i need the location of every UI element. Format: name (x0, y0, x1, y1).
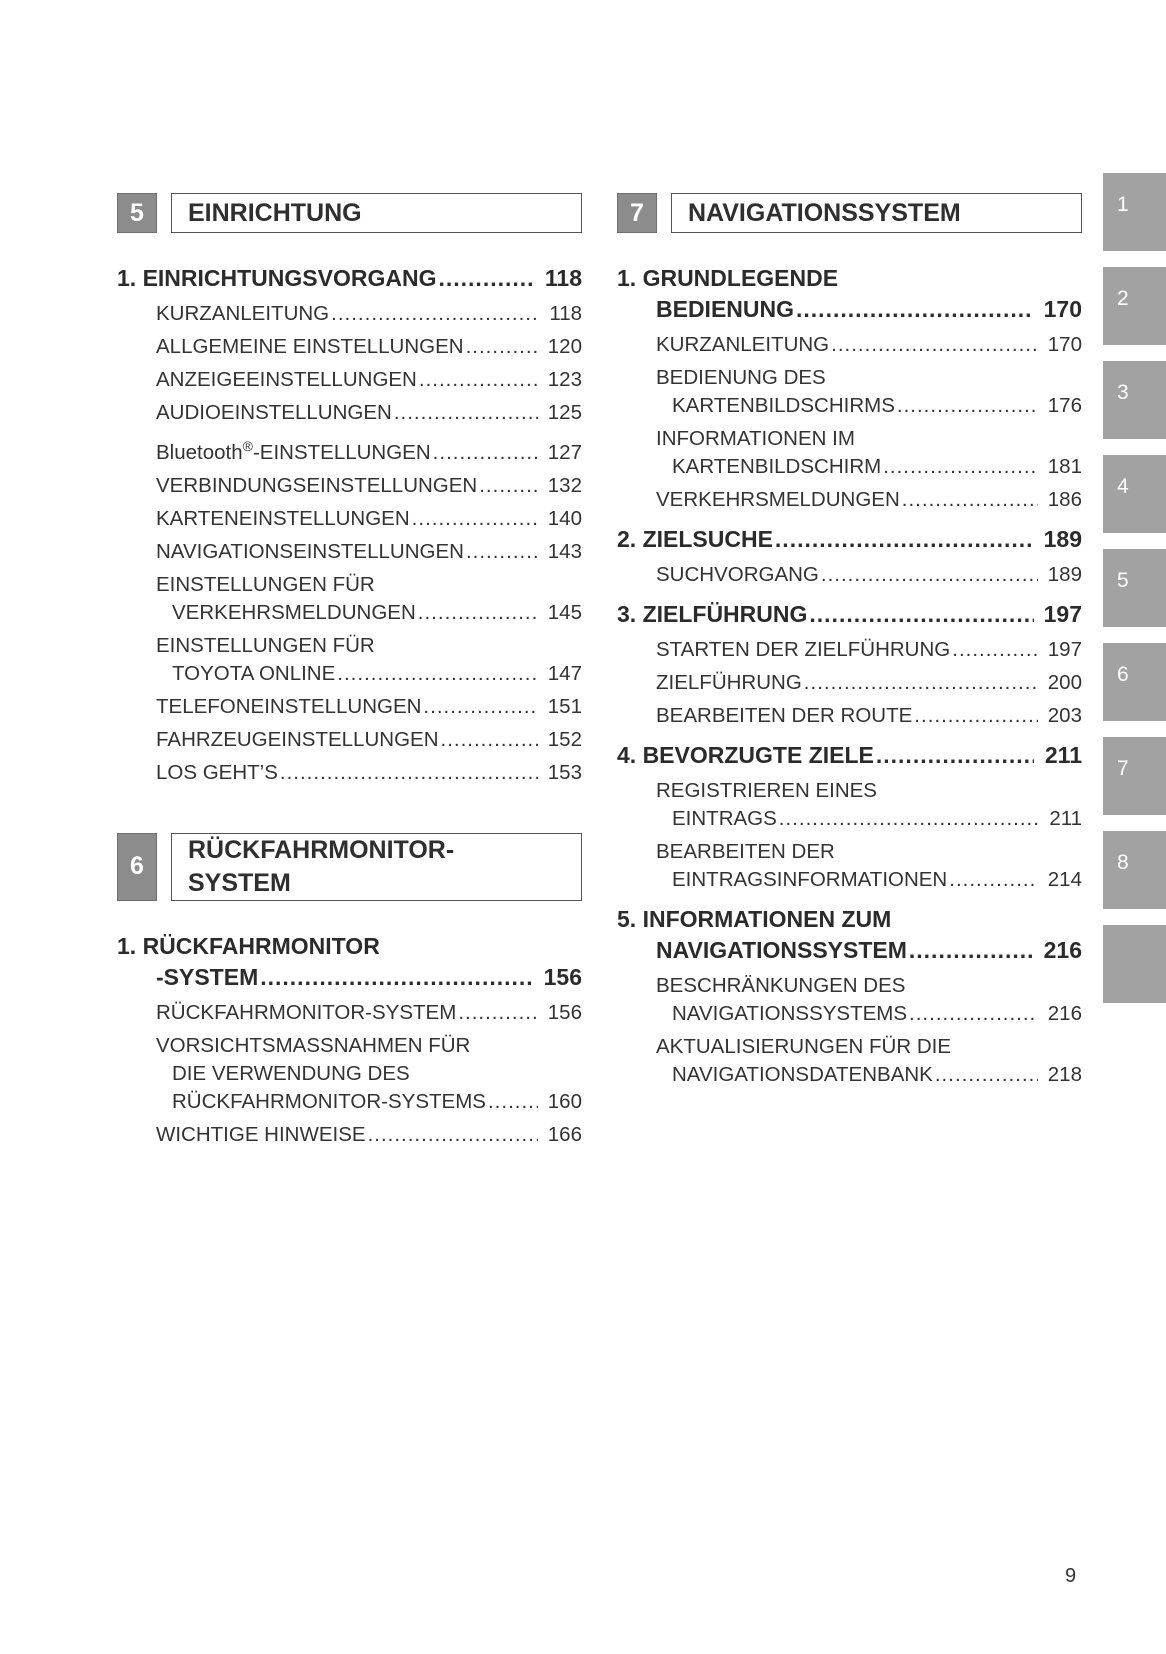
chapter-entry[interactable] (617, 524, 1082, 555)
section-header-6 (117, 833, 582, 901)
leader-dots (831, 331, 1038, 359)
page-ref: 118 (549, 302, 582, 325)
item-title: KURZANLEITUNG (156, 302, 330, 325)
toc-item[interactable] (117, 399, 582, 427)
toc-item-line1: BEDIENUNG DES (656, 366, 826, 389)
toc-item[interactable] (117, 726, 582, 754)
toc-item-line1: BESCHRÄNKUNGEN DES (656, 974, 906, 997)
page-ref: 125 (547, 401, 582, 424)
toc-item[interactable] (117, 599, 582, 627)
item-title: KARTENBILDSCHIRMS (672, 394, 895, 417)
chapter-tab-2[interactable]: 2 (1103, 267, 1166, 345)
toc-item[interactable] (617, 392, 1082, 420)
toc-item[interactable] (617, 1000, 1082, 1028)
item-title: RÜCKFAHRMONITOR-SYSTEM (156, 1000, 457, 1024)
toc-item[interactable] (617, 561, 1082, 589)
leader-dots (796, 294, 1034, 325)
item-title: VERKEHRSMELDUNGEN (656, 488, 900, 511)
page-ref: 156 (547, 1000, 582, 1024)
page-ref: 216 (1047, 1002, 1082, 1025)
chapter-entry[interactable] (117, 962, 582, 993)
toc-item[interactable] (117, 472, 582, 500)
leader-dots (331, 300, 538, 328)
toc-item[interactable] (117, 505, 582, 533)
toc-item[interactable] (117, 759, 582, 787)
leader-dots (394, 399, 538, 427)
section-title: NAVIGATIONSSYSTEM (671, 193, 1082, 233)
leader-dots (775, 524, 1034, 555)
item-title: VERBINDUNGSEINSTELLUNGEN (156, 473, 478, 497)
item-title: NAVIGATIONSDATENBANK (672, 1063, 933, 1086)
toc-item-line1: EINSTELLUNGEN FÜR (156, 633, 375, 657)
chapter-title-line1: 1. RÜCKFAHRMONITOR (117, 932, 380, 959)
toc-item[interactable] (117, 1088, 582, 1116)
page-ref: 170 (1043, 296, 1082, 322)
leader-dots (488, 1088, 538, 1116)
chapter-entry[interactable] (617, 740, 1082, 771)
leader-dots (883, 453, 1038, 481)
leader-dots (412, 505, 538, 533)
toc-item-line1: INFORMATIONEN IM (656, 427, 855, 450)
item-title: ANZEIGEEINSTELLUNGEN (156, 368, 417, 391)
page-ref: 211 (1044, 742, 1082, 768)
section-header-7 (617, 193, 1082, 233)
toc-item[interactable] (617, 331, 1082, 359)
toc-column-left (117, 193, 582, 1149)
item-title: ZIELFÜHRUNG (656, 671, 802, 694)
page-ref: 118 (544, 265, 582, 291)
toc-item-line2: DIE VERWENDUNG DES (172, 1061, 410, 1085)
leader-dots (935, 1061, 1038, 1089)
item-title: WICHTIGE HINWEISE (156, 1122, 366, 1146)
toc-item-line1: BEARBEITEN DER (656, 840, 835, 863)
chapter-entry[interactable] (617, 599, 1082, 630)
page-ref: 143 (547, 539, 582, 563)
leader-dots (914, 702, 1038, 730)
toc-item-line1: EINSTELLUNGEN FÜR (156, 572, 375, 596)
toc-item[interactable] (117, 538, 582, 566)
page-ref: 170 (1047, 333, 1082, 356)
page-ref: 166 (547, 1122, 582, 1146)
chapter-entry[interactable] (617, 935, 1082, 966)
chapter-entry[interactable] (617, 294, 1082, 325)
toc-item[interactable] (117, 300, 582, 328)
page-number: 9 (1065, 1565, 1077, 1587)
leader-dots (466, 538, 538, 566)
page-ref: 176 (1047, 394, 1082, 417)
toc-item-line1: AKTUALISIERUNGEN FÜR DIE (656, 1035, 952, 1058)
chapter-title-line1: 1. GRUNDLEGENDE (617, 265, 839, 291)
toc-item[interactable] (117, 999, 582, 1027)
toc-item[interactable] (117, 432, 582, 467)
leader-dots (897, 392, 1038, 420)
page-ref: 211 (1049, 807, 1082, 830)
chapter-title: -SYSTEM (156, 963, 259, 990)
page-ref: 186 (1047, 488, 1082, 511)
page-ref: 214 (1047, 868, 1082, 891)
chapter-title-line1: 5. INFORMATIONEN ZUM (617, 906, 892, 932)
leader-dots (952, 636, 1038, 664)
item-title: STARTEN DER ZIELFÜHRUNG (656, 638, 951, 661)
leader-dots (779, 805, 1038, 833)
leader-dots (876, 740, 1034, 771)
leader-dots (466, 333, 538, 361)
item-title: EINTRAGSINFORMATIONEN (672, 868, 948, 891)
page-ref: 200 (1047, 671, 1082, 694)
page-ref: 181 (1047, 455, 1082, 478)
item-title: KURZANLEITUNG (656, 333, 830, 356)
section-number: 6 (117, 833, 157, 901)
page-ref: 203 (1047, 704, 1082, 727)
section-number: 7 (617, 193, 657, 233)
toc-item[interactable] (617, 453, 1082, 481)
chapter-tab-1[interactable]: 1 (1103, 173, 1166, 251)
chapter-title: 1. EINRICHTUNGSVORGANG (117, 265, 437, 291)
toc-item-line1: VORSICHTSMASSNAHMEN FÜR (156, 1033, 471, 1057)
page-ref: 189 (1047, 563, 1082, 586)
leader-dots (418, 599, 538, 627)
page-ref: 132 (547, 473, 582, 497)
item-title: Bluetooth®-EINSTELLUNGEN (156, 438, 431, 464)
chapter-tab-5[interactable]: 5 (1103, 549, 1166, 627)
leader-dots (423, 693, 538, 721)
toc-item[interactable] (117, 693, 582, 721)
item-title: TOYOTA ONLINE (172, 661, 336, 685)
item-title: BEARBEITEN DER ROUTE (656, 704, 913, 727)
toc-item[interactable] (617, 636, 1082, 664)
page-ref: 120 (547, 335, 582, 358)
chapter-tab-8[interactable]: 8 (1103, 831, 1166, 909)
toc-item[interactable] (617, 702, 1082, 730)
page-ref: 216 (1043, 937, 1082, 963)
item-title: KARTENBILDSCHIRM (672, 455, 882, 478)
item-title: AUDIOEINSTELLUNGEN (156, 401, 392, 424)
leader-dots (419, 366, 538, 394)
chapter-title: 2. ZIELSUCHE (617, 526, 773, 552)
chapter-tab-9[interactable] (1103, 925, 1166, 1003)
page-ref: 197 (1043, 601, 1082, 627)
item-title: KARTENEINSTELLUNGEN (156, 506, 410, 530)
toc-item[interactable] (117, 333, 582, 361)
section-header-5 (117, 193, 582, 233)
toc-item-line1: REGISTRIEREN EINES (656, 779, 877, 802)
leader-dots (433, 439, 538, 467)
item-title: RÜCKFAHRMONITOR-SYSTEMS (172, 1089, 486, 1113)
page-ref: 197 (1047, 638, 1082, 661)
leader-dots (337, 660, 538, 688)
toc-item[interactable] (617, 1061, 1082, 1089)
registered-mark: ® (242, 438, 253, 454)
leader-dots (438, 263, 534, 294)
chapter-title: BEDIENUNG (656, 296, 795, 322)
page-ref: 140 (547, 506, 582, 530)
page-ref: 152 (547, 727, 582, 751)
section-title: RÜCKFAHRMONITOR- SYSTEM (171, 833, 582, 901)
page-ref: 160 (547, 1089, 582, 1113)
chapter-tab-7[interactable]: 7 (1103, 737, 1166, 815)
leader-dots (821, 561, 1038, 589)
item-title: EINTRAGS (672, 807, 777, 830)
leader-dots (909, 935, 1034, 966)
leader-dots (909, 1000, 1038, 1028)
toc-item[interactable] (117, 366, 582, 394)
page-ref: 145 (547, 600, 582, 624)
leader-dots (479, 472, 538, 500)
item-title: FAHRZEUGEINSTELLUNGEN (156, 727, 439, 751)
item-title: LOS GEHT’S (156, 760, 278, 784)
leader-dots (902, 486, 1038, 514)
page-ref: 189 (1043, 526, 1082, 552)
leader-dots (804, 669, 1038, 697)
chapter-entry[interactable] (117, 263, 582, 294)
leader-dots (368, 1121, 538, 1149)
toc-item[interactable] (617, 669, 1082, 697)
leader-dots (949, 866, 1038, 894)
leader-dots (458, 999, 538, 1027)
chapter-title: 4. BEVORZUGTE ZIELE (617, 742, 874, 768)
page-ref: 147 (547, 661, 582, 685)
item-title: VERKEHRSMELDUNGEN (172, 600, 416, 624)
leader-dots (441, 726, 539, 754)
toc-column-right (617, 193, 1082, 1089)
chapter-title: NAVIGATIONSSYSTEM (656, 937, 907, 963)
page-ref: 127 (547, 440, 582, 464)
page-ref: 153 (547, 760, 582, 784)
chapter-tab-3[interactable]: 3 (1103, 361, 1166, 439)
page-ref: 218 (1047, 1063, 1082, 1086)
toc-item[interactable] (117, 1121, 582, 1149)
item-title: ALLGEMEINE EINSTELLUNGEN (156, 335, 464, 358)
chapter-tab-4[interactable]: 4 (1103, 455, 1166, 533)
page-ref: 156 (543, 963, 582, 990)
item-title: TELEFONEINSTELLUNGEN (156, 694, 422, 718)
item-title: NAVIGATIONSSYSTEMS (672, 1002, 908, 1025)
toc-item[interactable] (617, 866, 1082, 894)
chapter-title: 3. ZIELFÜHRUNG (617, 601, 808, 627)
item-title: NAVIGATIONSEINSTELLUNGEN (156, 539, 464, 563)
leader-dots (809, 599, 1034, 630)
leader-dots (260, 962, 534, 993)
leader-dots (280, 759, 538, 787)
section-number: 5 (117, 193, 157, 233)
chapter-tab-6[interactable]: 6 (1103, 643, 1166, 721)
page-ref: 151 (547, 694, 582, 718)
item-title: SUCHVORGANG (656, 563, 819, 586)
toc-item[interactable] (617, 486, 1082, 514)
section-title: EINRICHTUNG (171, 193, 582, 233)
toc-item[interactable] (117, 660, 582, 688)
toc-item[interactable] (617, 805, 1082, 833)
page-ref: 123 (547, 368, 582, 391)
